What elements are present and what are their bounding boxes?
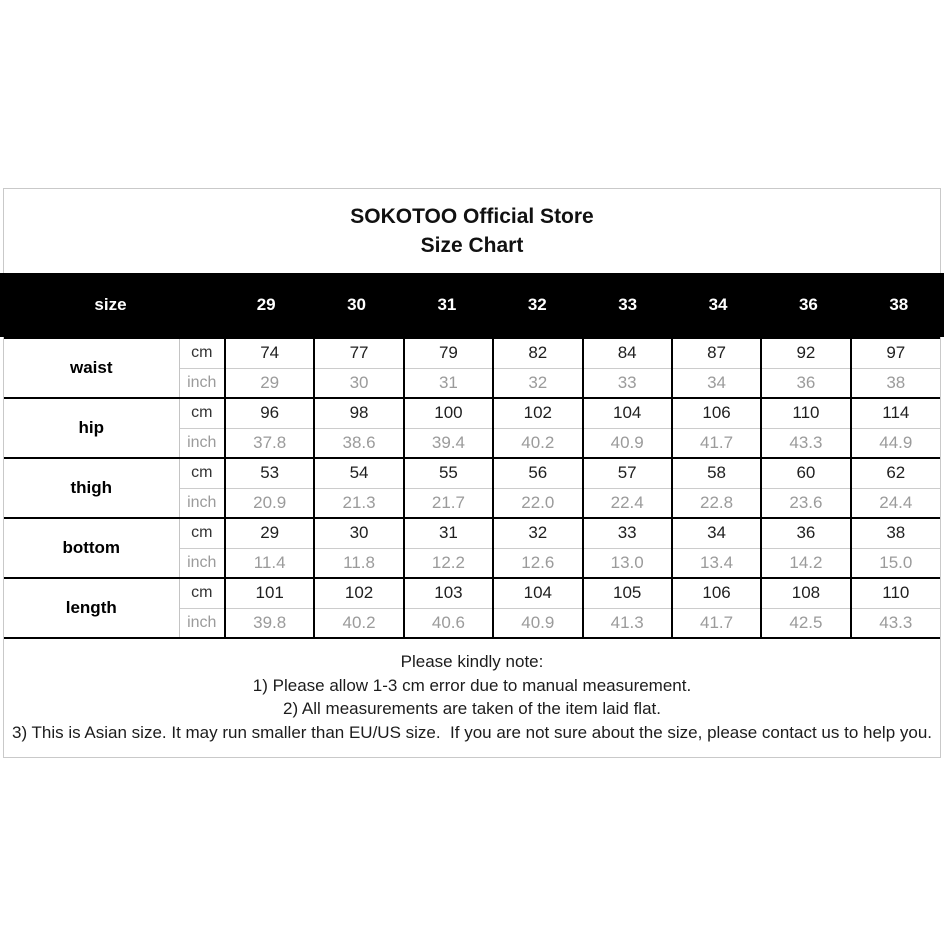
bottom-cm-value: 32 — [493, 518, 582, 548]
thigh-inch-value: 20.9 — [225, 488, 314, 518]
size-header-value-30: 30 — [347, 295, 367, 314]
length-cm-value: 103 — [404, 578, 493, 608]
unit-label-cm: cm — [179, 518, 225, 548]
bottom-inch-value: 12.6 — [493, 548, 582, 578]
hip-cm-value: 110 — [761, 398, 850, 428]
thigh-inch-value: 22.0 — [493, 488, 582, 518]
size-header-row — [0, 273, 944, 337]
length-inch-value: 42.5 — [761, 608, 850, 638]
hip-cm-value: 102 — [493, 398, 582, 428]
thigh-cm-value: 54 — [314, 458, 403, 488]
thigh-cm-value: 58 — [672, 458, 761, 488]
thigh-cm-value: 56 — [493, 458, 582, 488]
table-row-waist-cm — [4, 338, 940, 368]
hip-inch-value: 37.8 — [225, 428, 314, 458]
waist-inch-value: 32 — [493, 368, 582, 398]
bottom-inch-value: 12.2 — [404, 548, 493, 578]
bottom-cm-value: 33 — [583, 518, 672, 548]
waist-cm-value: 77 — [314, 338, 403, 368]
length-cm-value: 101 — [225, 578, 314, 608]
hip-inch-value: 43.3 — [761, 428, 850, 458]
thigh-inch-value: 22.4 — [583, 488, 672, 518]
length-cm-value: 102 — [314, 578, 403, 608]
note-line-1: 1) Please allow 1-3 cm error due to manual measurement. — [252, 675, 692, 695]
length-inch-value: 41.7 — [672, 608, 761, 638]
waist-inch-value: 36 — [761, 368, 850, 398]
notes-heading: Please kindly note: — [400, 652, 544, 671]
length-cm-value: 106 — [672, 578, 761, 608]
waist-inch-value: 31 — [404, 368, 493, 398]
row-label-thigh: thigh — [4, 458, 179, 518]
bottom-cm-value: 38 — [851, 518, 940, 548]
hip-cm-value: 104 — [583, 398, 672, 428]
thigh-inch-value: 21.7 — [404, 488, 493, 518]
length-inch-value: 43.3 — [851, 608, 940, 638]
hip-inch-value: 38.6 — [314, 428, 403, 458]
bottom-inch-value: 11.4 — [225, 548, 314, 578]
unit-label-inch: inch — [179, 548, 225, 578]
waist-cm-value: 74 — [225, 338, 314, 368]
table-row-length-cm — [4, 578, 940, 608]
bottom-inch-value: 11.8 — [314, 548, 403, 578]
thigh-inch-value: 21.3 — [314, 488, 403, 518]
title-block — [4, 189, 940, 273]
bottom-cm-value: 30 — [314, 518, 403, 548]
waist-inch-value: 34 — [672, 368, 761, 398]
bottom-inch-value: 14.2 — [761, 548, 850, 578]
thigh-cm-value: 57 — [583, 458, 672, 488]
table-row-bottom-cm — [4, 518, 940, 548]
hip-inch-value: 40.2 — [493, 428, 582, 458]
table-row-hip-cm — [4, 398, 940, 428]
thigh-cm-value: 62 — [851, 458, 940, 488]
size-header-value-36: 36 — [798, 295, 818, 314]
bottom-cm-value: 36 — [761, 518, 850, 548]
unit-label-cm: cm — [179, 458, 225, 488]
hip-inch-value: 39.4 — [404, 428, 493, 458]
hip-inch-value: 41.7 — [672, 428, 761, 458]
note-line-3: 3) This is Asian size. It may run smaller than EU/US size. If you are not sure about the size, please contact us to help you. — [11, 722, 933, 742]
thigh-cm-value: 55 — [404, 458, 493, 488]
unit-label-inch: inch — [179, 488, 225, 518]
note-line-2: 2) All measurements are taken of the item laid flat. — [283, 699, 661, 718]
hip-cm-value: 100 — [404, 398, 493, 428]
unit-label-cm: cm — [179, 578, 225, 608]
bottom-cm-value: 34 — [672, 518, 761, 548]
length-inch-value: 39.8 — [225, 608, 314, 638]
hip-inch-value: 44.9 — [851, 428, 940, 458]
hip-cm-value: 96 — [225, 398, 314, 428]
thigh-cm-value: 53 — [225, 458, 314, 488]
waist-cm-value: 84 — [583, 338, 672, 368]
hip-cm-value: 114 — [851, 398, 940, 428]
waist-cm-value: 92 — [761, 338, 850, 368]
thigh-inch-value: 23.6 — [761, 488, 850, 518]
thigh-inch-value: 24.4 — [851, 488, 940, 518]
hip-cm-value: 106 — [672, 398, 761, 428]
size-chart-sheet — [3, 188, 941, 758]
row-label-length: length — [4, 578, 179, 638]
waist-inch-value: 30 — [314, 368, 403, 398]
waist-inch-value: 38 — [851, 368, 940, 398]
length-inch-value: 41.3 — [583, 608, 672, 638]
row-label-bottom: bottom — [4, 518, 179, 578]
unit-label-cm: cm — [179, 338, 225, 368]
waist-cm-value: 82 — [493, 338, 582, 368]
row-label-waist: waist — [4, 338, 179, 398]
store-title: SOKOTOO Official Store — [350, 205, 594, 228]
waist-cm-value: 79 — [404, 338, 493, 368]
thigh-inch-value: 22.8 — [672, 488, 761, 518]
size-header-value-33: 33 — [618, 295, 638, 314]
size-header-label: size — [94, 295, 127, 314]
unit-label-inch: inch — [179, 428, 225, 458]
bottom-cm-value: 29 — [225, 518, 314, 548]
size-header-value-38: 38 — [889, 295, 909, 314]
length-inch-value: 40.9 — [493, 608, 582, 638]
waist-cm-value: 97 — [851, 338, 940, 368]
hip-cm-value: 98 — [314, 398, 403, 428]
table-row-thigh-cm — [4, 458, 940, 488]
bottom-inch-value: 13.0 — [583, 548, 672, 578]
length-inch-value: 40.2 — [314, 608, 403, 638]
row-label-hip: hip — [4, 398, 179, 458]
hip-inch-value: 40.9 — [583, 428, 672, 458]
bottom-inch-value: 13.4 — [672, 548, 761, 578]
notes-block — [4, 639, 940, 757]
size-header-value-34: 34 — [708, 295, 728, 314]
waist-inch-value: 33 — [583, 368, 672, 398]
size-table — [4, 337, 940, 639]
size-header-value-31: 31 — [437, 295, 457, 314]
length-inch-value: 40.6 — [404, 608, 493, 638]
unit-label-inch: inch — [179, 368, 225, 398]
size-header-value-32: 32 — [527, 295, 547, 314]
unit-label-inch: inch — [179, 608, 225, 638]
waist-inch-value: 29 — [225, 368, 314, 398]
length-cm-value: 110 — [851, 578, 940, 608]
length-cm-value: 108 — [761, 578, 850, 608]
size-chart-subtitle: Size Chart — [420, 234, 524, 257]
bottom-inch-value: 15.0 — [851, 548, 940, 578]
size-header-value-29: 29 — [256, 295, 276, 314]
unit-label-cm: cm — [179, 398, 225, 428]
length-cm-value: 105 — [583, 578, 672, 608]
bottom-cm-value: 31 — [404, 518, 493, 548]
waist-cm-value: 87 — [672, 338, 761, 368]
thigh-cm-value: 60 — [761, 458, 850, 488]
length-cm-value: 104 — [493, 578, 582, 608]
